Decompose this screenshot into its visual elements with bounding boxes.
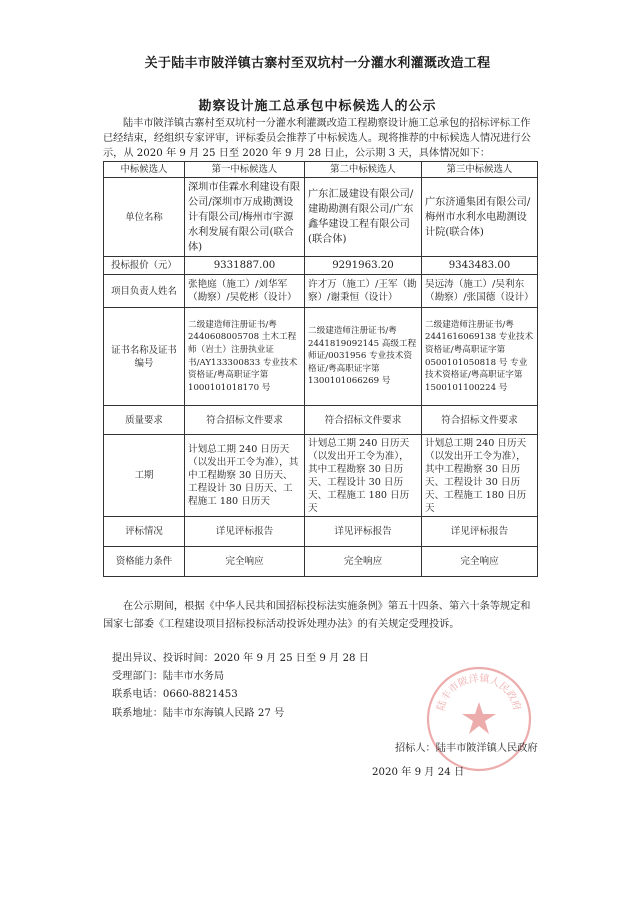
table-row-leader bbox=[104, 275, 538, 308]
cell-unit-3: 广东济通集团有限公司/梅州市水利水电勘测设计院(联合体) bbox=[422, 178, 538, 257]
table-row-qual bbox=[104, 547, 538, 577]
cell-eval-3: 详见评标报告 bbox=[422, 517, 538, 547]
cell-period-2: 计划总工期 240 日历天（以发出开工令为准），其中工程勘察 30 日历天、工程设计 30 日历天、工程施工 180 日历天 bbox=[305, 435, 422, 517]
row-label: 评标情况 bbox=[104, 517, 185, 547]
row-label: 项目负责人姓名 bbox=[104, 275, 185, 308]
intro-paragraph: 陆丰市陂洋镇古寨村至双坑村一分灌水利灌溉改造工程勘察设计施工总承包的招标评标工作已经结束，经组织专家评审，评标委员会推荐了中标候选人。现将推荐的中标候选人情况进行公示，从 2020 年 9 月 25 日至 2020 年 9 月 28 日止，公示期 3 天，具体情况如下： bbox=[103, 118, 531, 159]
contact-phone: 联系电话：0660-8821453 bbox=[112, 689, 238, 701]
cell-price-2: 9291963.20 bbox=[305, 257, 422, 275]
table-row-cert bbox=[104, 308, 538, 406]
cell-eval-2: 详见评标报告 bbox=[305, 517, 422, 547]
cell-quality-1: 符合招标文件要求 bbox=[185, 406, 305, 435]
cell-period-3: 计划总工期 240 日历天（以发出开工令为准），其中工程勘察 30 日历天、工程设计 30 日历天、工程施工 180 日历天 bbox=[422, 435, 538, 517]
cell-price-1: 9331887.00 bbox=[185, 257, 305, 275]
contact-block bbox=[112, 650, 369, 723]
table-row-quality bbox=[104, 406, 538, 435]
cell-price-3: 9343483.00 bbox=[422, 257, 538, 275]
header-candidate-3: 第三中标候选人 bbox=[422, 162, 538, 178]
row-label: 工期 bbox=[104, 435, 185, 517]
contact-address: 联系地址：陆丰市东海镇人民路 27 号 bbox=[112, 707, 285, 719]
issuer-signature: 招标人：陆丰市陂洋镇人民政府 bbox=[395, 743, 538, 754]
row-label: 质量要求 bbox=[104, 406, 185, 435]
cell-unit-2: 广东汇晟建设有限公司/建勘勘测有限公司/广东鑫华建设工程有限公司(联合体) bbox=[305, 178, 422, 257]
cell-quality-2: 符合招标文件要求 bbox=[305, 406, 422, 435]
cell-cert-3: 二级建造师注册证书/粤 2441616069138 专业技术资格证/粤高职证字第 0500101050818 号 专业技术资格证/粤高职证字第 1500101100224 号 bbox=[422, 308, 538, 406]
cell-cert-1: 二级建造师注册证书/粤 2440608005708 土木工程师（岩土）注册执业证书/AY133300833 专业技术资格证/粤高职证字第 1000101018170 号 bbox=[185, 308, 305, 406]
row-label: 投标报价（元） bbox=[104, 257, 185, 275]
table-row-price bbox=[104, 257, 538, 275]
row-label: 证书名称及证书编号 bbox=[104, 308, 185, 406]
cell-unit-1: 深圳市佳霖水利建设有限公司/深圳市万成勘测设计有限公司/梅州市宇源水利发展有限公司(联合体) bbox=[185, 178, 305, 257]
cell-period-1: 计划总工期 240 日历天（以发出开工令为准），其中工程勘察 30 日历天、工程设计 30 日历天、工程施工 180 日历天 bbox=[185, 435, 305, 517]
closing-paragraph: 在公示期间，根据《中华人民共和国招标投标法实施条例》第五十四条、第六十条等规定和国家七部委《工程建设项目招标投标活动投诉处理办法》的有关规定受理投诉。 bbox=[103, 601, 531, 630]
issue-date: 2020 年 9 月 24 日 bbox=[372, 767, 465, 778]
table-row-period bbox=[104, 435, 538, 517]
official-seal-icon bbox=[424, 664, 534, 774]
header-candidate-1: 第一中标候选人 bbox=[185, 162, 305, 178]
table-header-row bbox=[104, 162, 538, 178]
cell-leader-1: 张艳庭（施工）/刘华军（勘察）/吴乾彬（设计） bbox=[185, 275, 305, 308]
title-line-2: 勘察设计施工总承包中标候选人的公示 bbox=[198, 99, 437, 114]
cell-qual-1: 完全响应 bbox=[185, 547, 305, 577]
cell-leader-3: 吴远涛（施工）/吴利东（勘察）/张国德（设计） bbox=[422, 275, 538, 308]
table-row-unit bbox=[104, 178, 538, 257]
seal-text: 陆丰市陂洋镇人民政府 bbox=[435, 673, 523, 713]
candidate-table bbox=[103, 161, 538, 577]
row-label: 单位名称 bbox=[104, 178, 185, 257]
header-candidate-2: 第二中标候选人 bbox=[305, 162, 422, 178]
table-row-eval bbox=[104, 517, 538, 547]
title-line-1: 关于陆丰市陂洋镇古寨村至双坑村一分灌水利灌溉改造工程 bbox=[144, 56, 491, 71]
cell-eval-1: 详见评标报告 bbox=[185, 517, 305, 547]
cell-qual-3: 完全响应 bbox=[422, 547, 538, 577]
accepting-department: 受理部门：陆丰市水务局 bbox=[112, 671, 225, 683]
objection-period: 提出异议、投诉时间：2020 年 9 月 25 日至 9 月 28 日 bbox=[112, 653, 369, 664]
cell-cert-2: 二级建造师注册证书/粤 2441819092145 高级工程师证/0031956 专业技术资格证/粤高职证字第 1300101066269 号 bbox=[305, 308, 422, 406]
cell-qual-2: 完全响应 bbox=[305, 547, 422, 577]
cell-leader-2: 许才万（施工）/王军（勘察）/谢秉恒（设计） bbox=[305, 275, 422, 308]
row-label: 资格能力条件 bbox=[104, 547, 185, 577]
cell-quality-3: 符合招标文件要求 bbox=[422, 406, 538, 435]
header-label: 中标候选人 bbox=[104, 162, 185, 178]
